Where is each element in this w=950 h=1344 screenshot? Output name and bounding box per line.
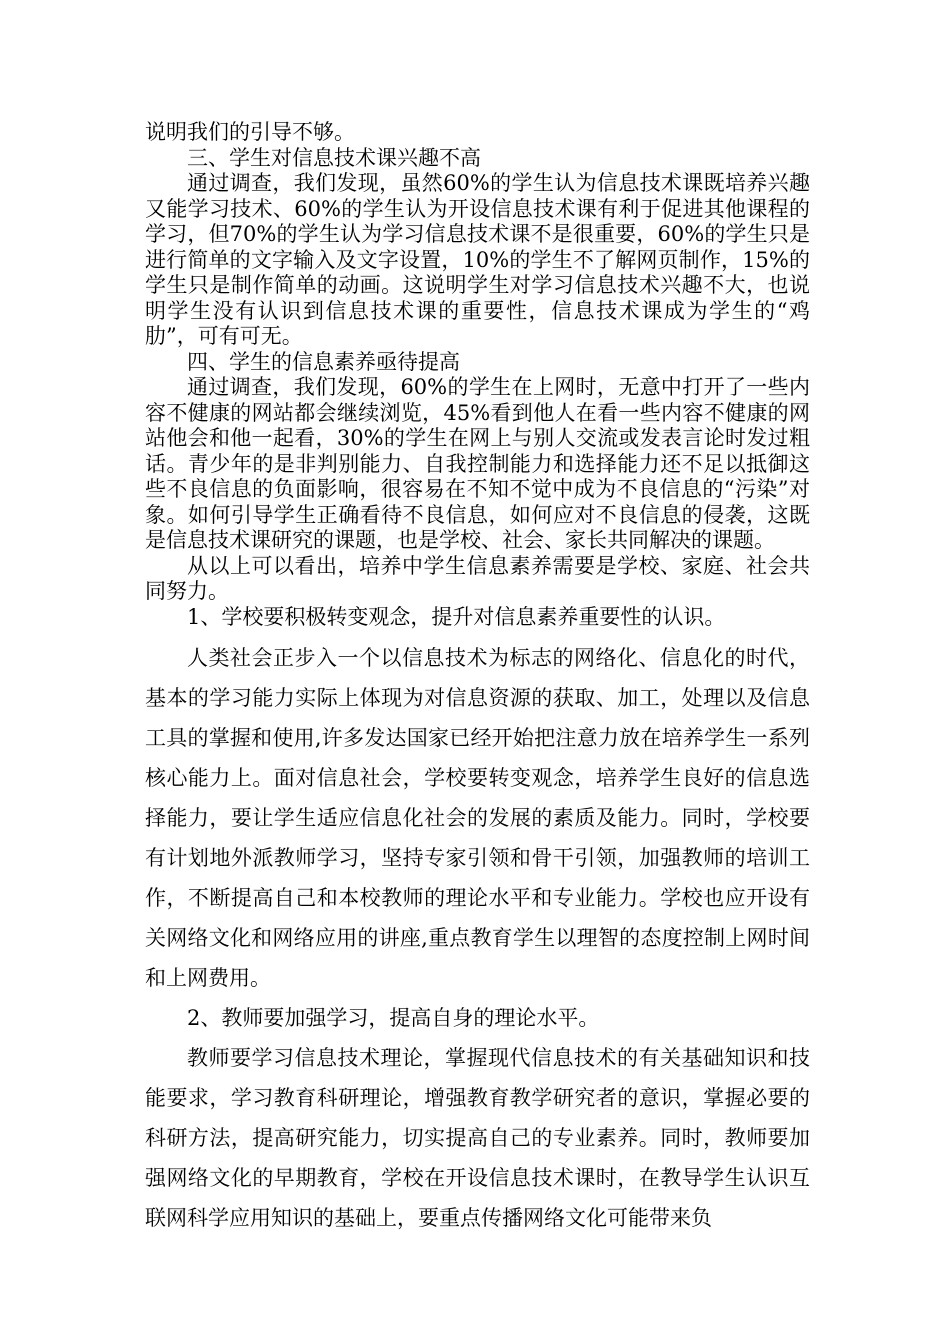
- paragraph: 教师要学习信息技术理论，掌握现代信息技术的有关基础知识和技能要求，学习教育科研理论，增强教育教学研究者的意识，掌握必要的科研方法，提高研究能力，切实提高自己的专业素养。同时，教师要加强网络文化的早期教育，学校在开设信息技术课时，在教导学生认识互联网科学应用知识的基础上，要重点传播网络文化可能带来负: [145, 1046, 810, 1230]
- spaced-text-block: [145, 638, 810, 1238]
- document-page: [145, 120, 810, 1238]
- section-heading: 三、学生对信息技术课兴趣不高: [187, 145, 481, 170]
- numbered-heading: 2、教师要加强学习，提高自身的理论水平。: [187, 1006, 600, 1030]
- paragraph: 从以上可以看出，培养中学生信息素养需要是学校、家庭、社会共同努力。: [145, 553, 810, 603]
- dense-text-block: [145, 120, 810, 630]
- paragraph: 说明我们的引导不够。: [145, 120, 355, 144]
- paragraph: 通过调查，我们发现，虽然60%的学生认为信息技术课既培养兴趣又能学习技术、60%的学生认为开设信息技术课有利于促进其他课程的学习，但70%的学生认为学习信息技术课不是很重要，60%的学生只是进行简单的文字输入及文字设置，10%的学生不了解网页制作，15%的学生只是制作简单的动画。这说明学生对学习信息技术兴趣不大，也说明学生没有认识到信息技术课的重要性，信息技术课成为学生的“鸡肋”，可有可无。: [145, 171, 810, 348]
- section-heading: 四、学生的信息素养亟待提高: [187, 349, 460, 374]
- numbered-heading: 1、学校要积极转变观念，提升对信息素养重要性的认识。: [187, 604, 726, 629]
- paragraph: 通过调查，我们发现，60%的学生在上网时，无意中打开了一些内容不健康的网站都会继续浏览，45%看到他人在看一些内容不健康的网站他会和他一起看，30%的学生在网上与别人交流或发表言论时发过粗话。青少年的是非判别能力、自我控制能力和选择能力还不足以抵御这些不良信息的负面影响，很容易在不知不觉中成为不良信息的“污染”对象。如何引导学生正确看待不良信息，如何应对不良信息的侵袭，这既是信息技术课研究的课题，也是学校、社会、家长共同解决的课题。: [145, 375, 810, 552]
- paragraph: 人类社会正步入一个以信息技术为标志的网络化、信息化的时代，基本的学习能力实际上体现为对信息资源的获取、加工，处理以及信息工具的掌握和使用,许多发达国家已经开始把注意力放在培养学生一系列核心能力上。面对信息社会，学校要转变观念，培养学生良好的信息选择能力，要让学生适应信息化社会的发展的素质及能力。同时，学校要有计划地外派教师学习，坚持专家引领和骨干引领，加强教师的培训工作，不断提高自己和本校教师的理论水平和专业能力。学校也应开设有关网络文化和网络应用的讲座,重点教育学生以理智的态度控制上网时间和上网费用。: [145, 646, 810, 990]
